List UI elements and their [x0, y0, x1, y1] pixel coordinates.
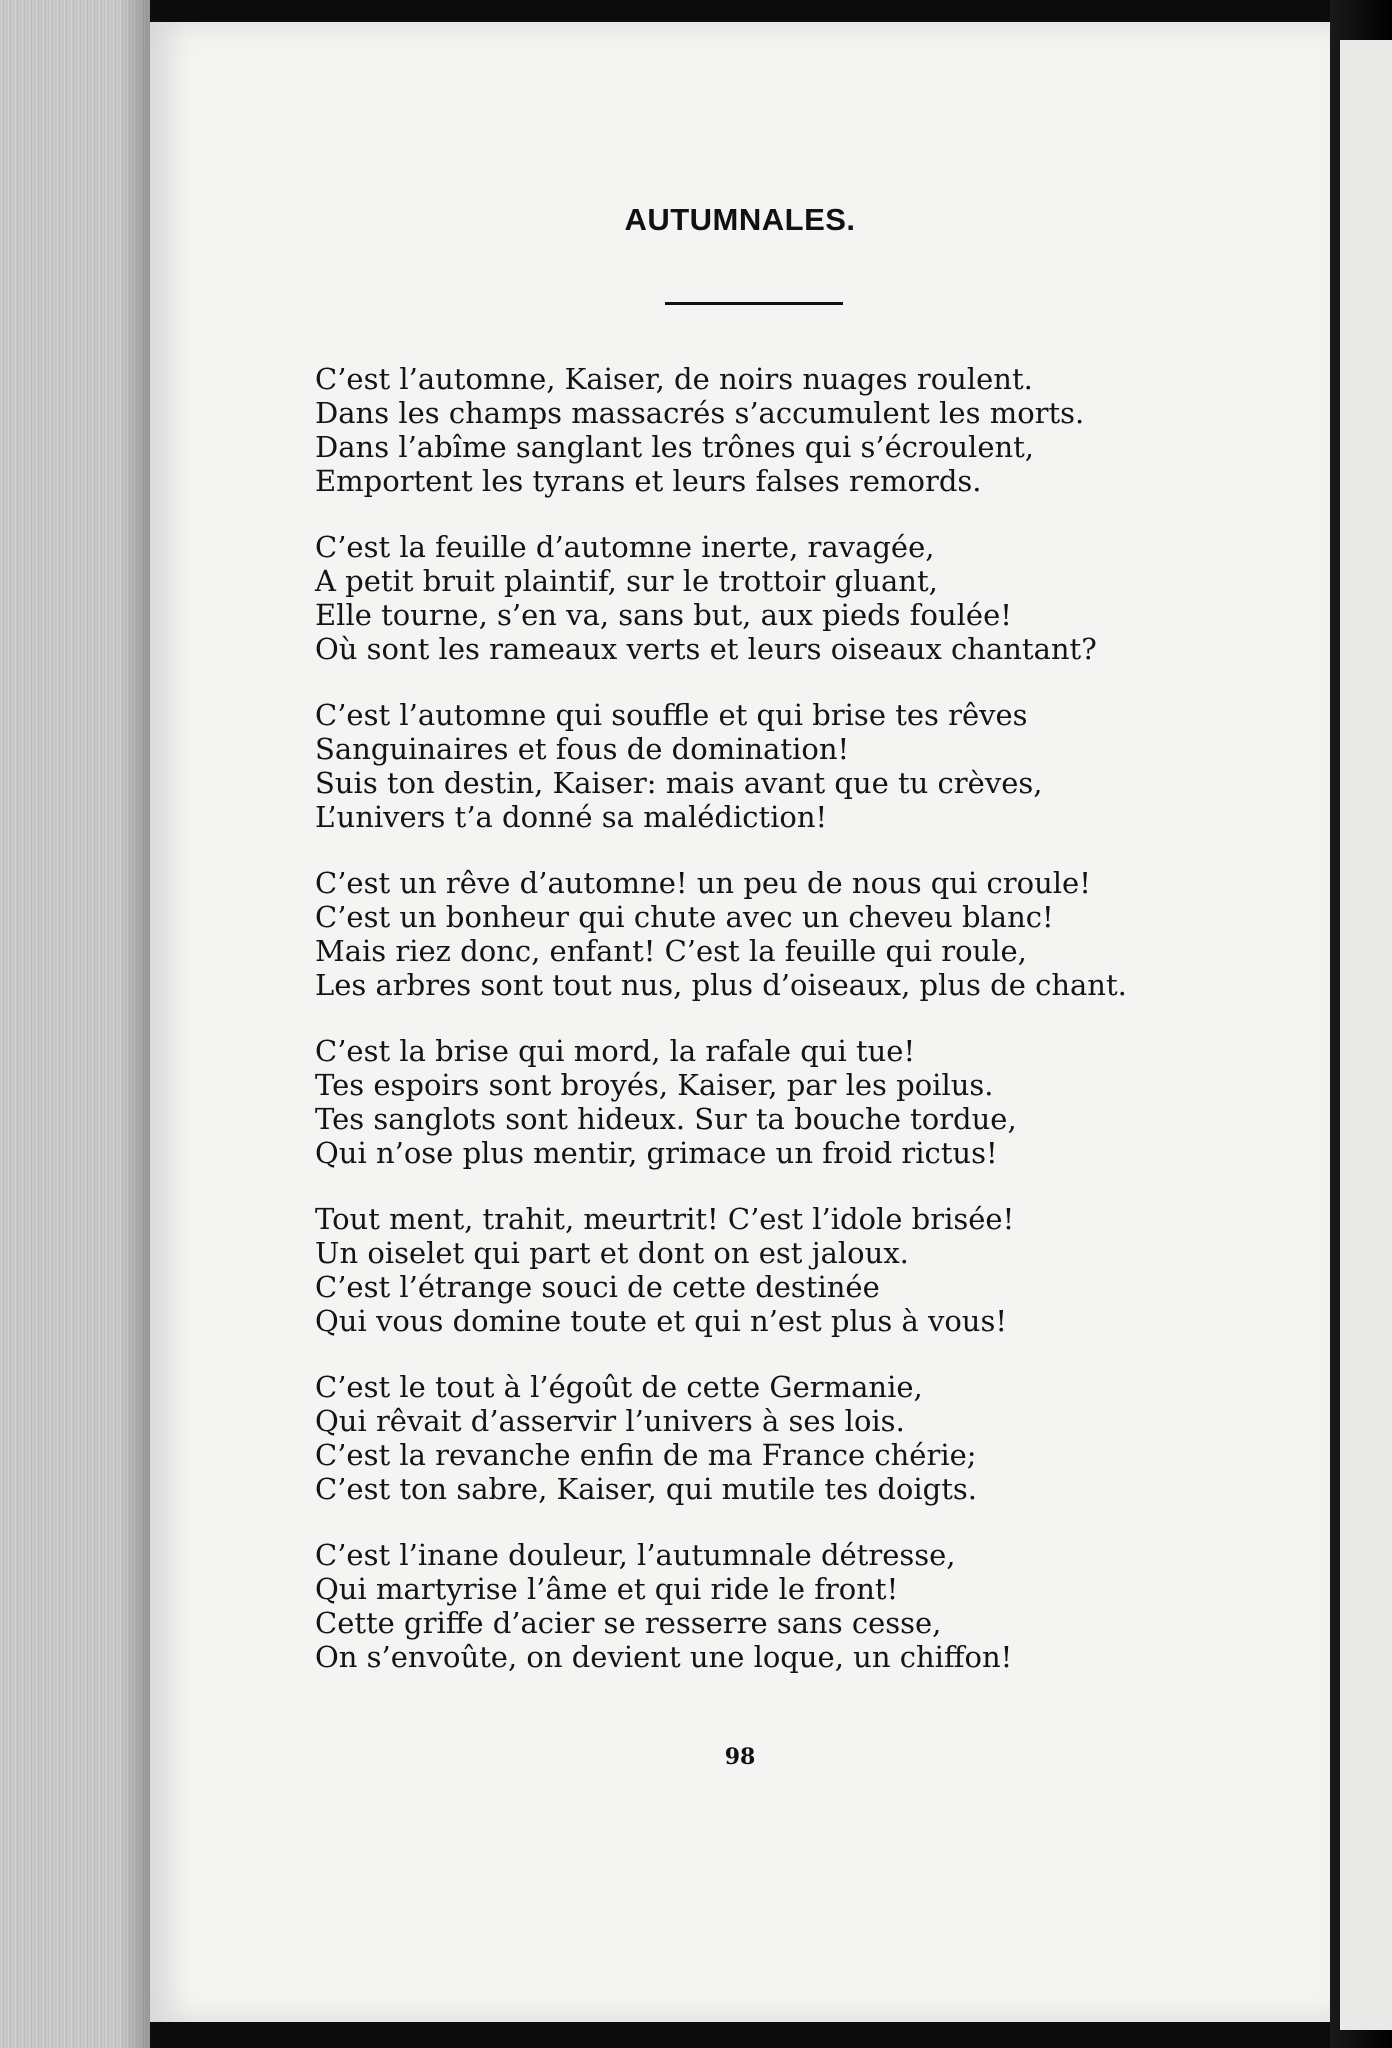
- poem-line: Qui martyrise l’âme et qui ride le front!: [315, 1572, 899, 1606]
- stanza-5: [315, 1034, 1305, 1170]
- page-stack-edge: [0, 0, 150, 2048]
- stanza-4: [315, 866, 1305, 1002]
- poem-line: Les arbres sont tout nus, plus d’oiseaux, plus de chant.: [315, 968, 1127, 1002]
- poem-line: A petit bruit plaintif, sur le trottoir gluant,: [315, 564, 938, 598]
- poem-line: L’univers t’a donné sa malédiction!: [315, 800, 828, 834]
- poem-line: Suis ton destin, Kaiser: mais avant que tu crèves,: [315, 766, 1043, 800]
- poem-title: AUTUMNALES.: [624, 202, 856, 237]
- stanza-6: [315, 1202, 1305, 1338]
- poem-line: Tes sanglots sont hideux. Sur ta bouche tordue,: [315, 1102, 1017, 1136]
- stanza-1: [315, 362, 1305, 498]
- title-divider: [665, 302, 843, 305]
- poem-line: C’est l’étrange souci de cette destinée: [315, 1270, 880, 1304]
- poem-line: C’est la brise qui mord, la rafale qui tue!: [315, 1034, 916, 1068]
- poem-line: Tes espoirs sont broyés, Kaiser, par les poilus.: [315, 1068, 994, 1102]
- poem-line: C’est l’automne qui souffle et qui brise tes rêves: [315, 698, 1028, 732]
- poem-line: C’est un rêve d’automne! un peu de nous qui croule!: [315, 866, 1091, 900]
- poem-line: C’est la feuille d’automne inerte, ravagée,: [315, 530, 935, 564]
- poem-line: Dans les champs massacrés s’accumulent les morts.: [315, 396, 1085, 430]
- poem-line: C’est l’automne, Kaiser, de noirs nuages roulent.: [315, 362, 1033, 396]
- stanza-2: [315, 530, 1305, 666]
- stanza-3: [315, 698, 1305, 834]
- poem-body: [315, 362, 1305, 1706]
- poem-line: Qui rêvait d’asservir l’univers à ses lois.: [315, 1404, 905, 1438]
- poem-line: Cette griffe d’acier se resserre sans cesse,: [315, 1606, 942, 1640]
- page-number: 98: [724, 1744, 756, 1770]
- poem-line: C’est la revanche enfin de ma France chérie;: [315, 1438, 977, 1472]
- poem-line: C’est ton sabre, Kaiser, qui mutile tes doigts.: [315, 1472, 977, 1506]
- poem-line: Emportent les tyrans et leurs falses remords.: [315, 464, 982, 498]
- poem-line: Elle tourne, s’en va, sans but, aux pieds foulée!: [315, 598, 1012, 632]
- poem-line: Tout ment, trahit, meurtrit! C’est l’idole brisée!: [315, 1202, 1015, 1236]
- stanza-7: [315, 1370, 1305, 1506]
- poem-line: Sanguinaires et fous de domination!: [315, 732, 850, 766]
- next-page-sliver: [1340, 40, 1392, 2030]
- poem-line: On s’envoûte, on devient une loque, un chiffon!: [315, 1640, 1013, 1674]
- poem-line: Dans l’abîme sanglant les trônes qui s’écroulent,: [315, 430, 1035, 464]
- stanza-8: [315, 1538, 1305, 1674]
- poem-line: C’est l’inane douleur, l’autumnale détresse,: [315, 1538, 956, 1572]
- poem-line: Qui n’ose plus mentir, grimace un froid rictus!: [315, 1136, 998, 1170]
- poem-line: Mais riez donc, enfant! C’est la feuille qui roule,: [315, 934, 1027, 968]
- poem-line: C’est un bonheur qui chute avec un cheveu blanc!: [315, 900, 1054, 934]
- poem-line: Un oiselet qui part et dont on est jaloux.: [315, 1236, 909, 1270]
- poem-line: Où sont les rameaux verts et leurs oiseaux chantant?: [315, 632, 1097, 666]
- poem-line: Qui vous domine toute et qui n’est plus à vous!: [315, 1304, 1008, 1338]
- page: [150, 22, 1330, 2022]
- poem-line: C’est le tout à l’égoût de cette Germanie,: [315, 1370, 923, 1404]
